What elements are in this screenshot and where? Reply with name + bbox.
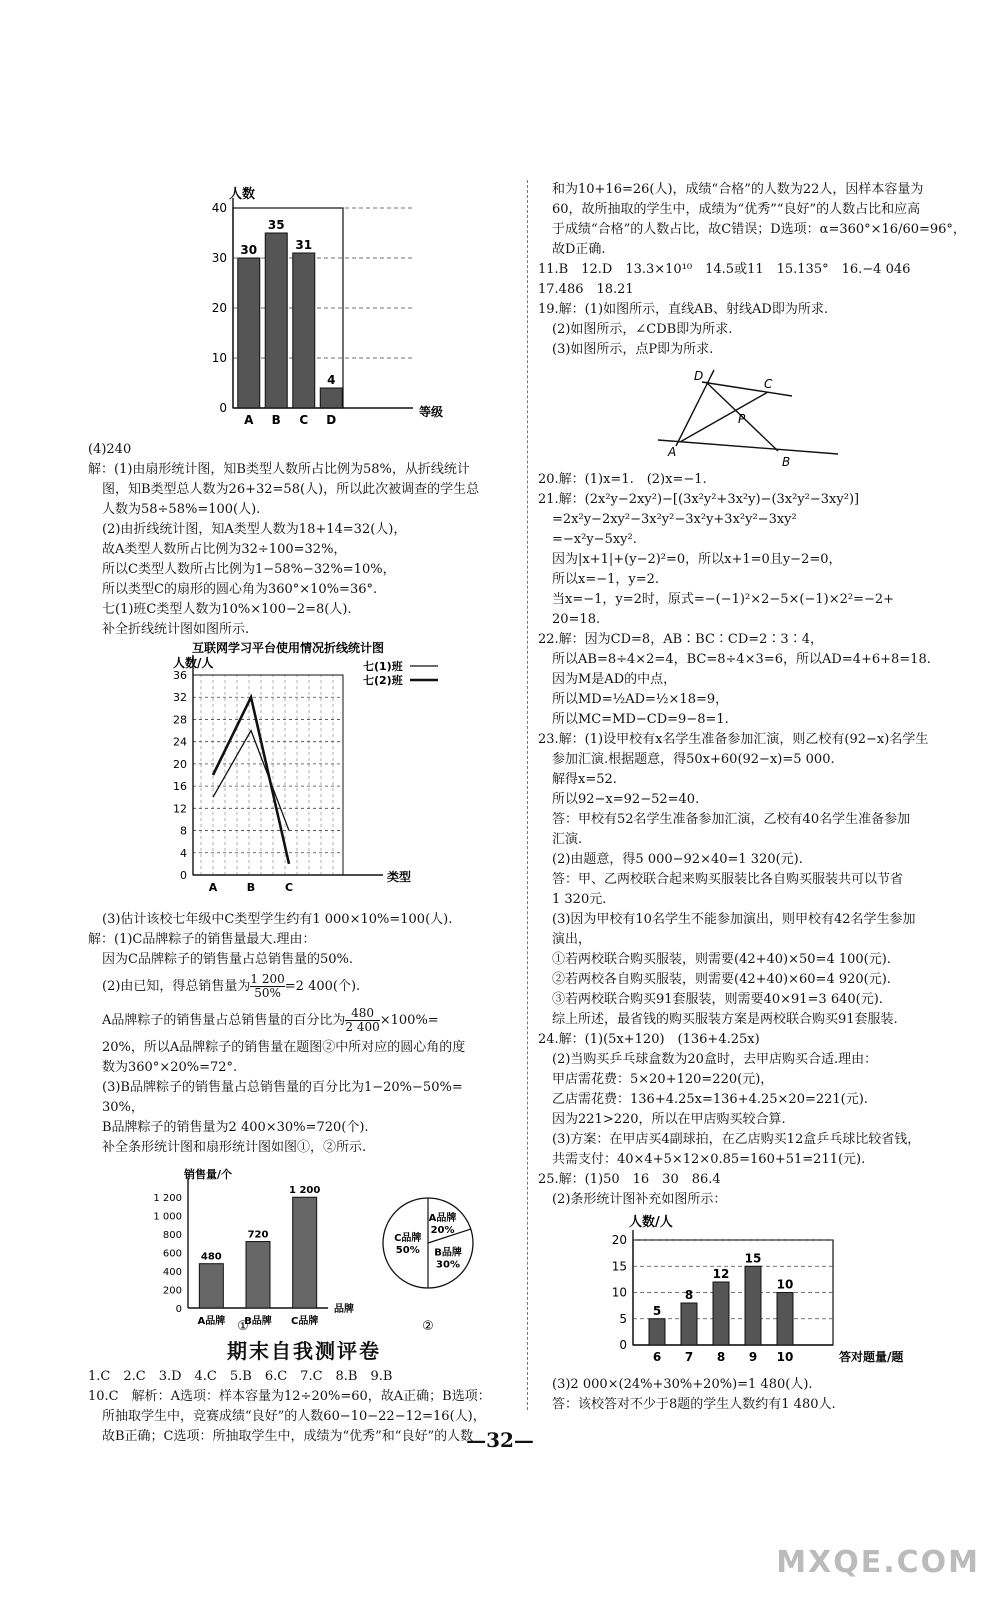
x-tick-label: C xyxy=(299,413,309,427)
q22-line: 图，知B类型总人数为26+32=58(人)，所以此次被调查的学生总 xyxy=(102,482,480,497)
q22-solution xyxy=(88,460,520,640)
bar xyxy=(745,1266,761,1345)
q19-line: (2)如图所示，∠CDB即为所求. xyxy=(552,322,733,337)
x-tick-label: 6 xyxy=(652,1350,662,1364)
q10-cont: 60，故所抽取的学生中，成绩为“优秀”“良好”的人数占比和应高 xyxy=(552,202,921,217)
q21-line: =−x²y−5xy². xyxy=(552,532,637,547)
page-number: —32— xyxy=(466,1428,534,1452)
legend-label: 七(1)班 xyxy=(363,660,403,673)
bar xyxy=(777,1293,793,1346)
y-tick-label: 200 xyxy=(162,1285,182,1297)
y-tick-label: 0 xyxy=(180,869,187,882)
y-tick-label: 40 xyxy=(211,201,227,215)
y-tick-label: 20 xyxy=(173,757,187,771)
y-axis-title: 人数/人 xyxy=(173,656,214,670)
pie-slice-percent: 20% xyxy=(430,1224,455,1236)
q23-right-line: 解得x=52. xyxy=(552,772,617,787)
x-tick-label: 7 xyxy=(684,1350,694,1364)
y-tick-label: 15 xyxy=(611,1259,627,1274)
q23-right-line: 汇演. xyxy=(552,832,583,847)
bar-value-label: 5 xyxy=(652,1303,662,1318)
denominator: 2 400 xyxy=(345,1020,380,1034)
q25-line: 答：该校答对不少于8题的学生人数约有1 480人. xyxy=(552,1397,836,1412)
x-tick-label: 9 xyxy=(748,1350,758,1364)
y-tick-label: 36 xyxy=(173,669,187,682)
section-title: 期末自我测评卷 xyxy=(227,1339,381,1363)
y-tick-label: 5 xyxy=(619,1311,627,1326)
q25-line: (2)条形统计图补充如图所示： xyxy=(552,1192,727,1207)
y-tick-label: 600 xyxy=(162,1248,182,1260)
x-tick-label: C品牌 xyxy=(290,1316,319,1327)
q23-right-line: ③若两校联合购买91套服装，则需要40×91=3 640(元). xyxy=(552,992,883,1007)
y-tick-label: 0 xyxy=(619,1338,627,1352)
q23-right-line: 答：甲校有52名学生准备参加汇演，乙校有40名学生准备参加 xyxy=(552,812,911,827)
x-tick-label: B品牌 xyxy=(244,1316,272,1327)
y-tick-label: 20 xyxy=(211,301,227,315)
answer-q21-4: (4)240 xyxy=(88,442,132,457)
y-axis-title: 人数 xyxy=(229,187,256,202)
q23-line: 补全条形统计图和扇形统计图如图①，②所示. xyxy=(102,1140,367,1155)
q21-line: 当x=−1，y=2时，原式=−(−1)²×2−5×(−1)×2²=−2+ xyxy=(552,592,895,607)
x-tick-label: 10 xyxy=(776,1350,794,1364)
fraction xyxy=(345,1007,379,1034)
answers-11-16: 11.B 12.D 13.3×10¹⁰ 14.5或11 15.135° 16.−4 046 xyxy=(538,262,911,277)
denominator: 50% xyxy=(254,986,281,1000)
legend-label: 七(2)班 xyxy=(363,674,403,687)
q21-line: 20=18. xyxy=(552,612,601,627)
q23-text: (2)由已知，得总销售量为 xyxy=(102,979,251,994)
bar xyxy=(320,388,342,408)
y-tick-label: 30 xyxy=(211,251,227,265)
q22-right-line: 22.解：因为CD=8，AB∶BC∶CD=2∶3∶4， xyxy=(538,632,823,647)
q23-figures xyxy=(88,1158,520,1333)
bar xyxy=(238,258,260,408)
left-column xyxy=(88,180,520,1447)
q10-line: 故B正确；C选项：所抽取学生中，成绩为“优秀”和“良好”的人数 xyxy=(102,1429,474,1444)
q23-right-line: 参加汇演.根据题意，得50x+60(92−x)=5 000. xyxy=(552,752,835,767)
page-number-value: 32 xyxy=(486,1428,514,1452)
numerator: 480 xyxy=(345,1007,379,1021)
q23-right-line: ②若两校各自购买服装，则需要(42+40)×60=4 920(元). xyxy=(552,972,891,987)
column-divider xyxy=(527,180,528,1410)
x-tick-label: 8 xyxy=(716,1350,726,1364)
right-column xyxy=(538,180,966,1415)
x-tick-label: A品牌 xyxy=(197,1316,226,1327)
pie-slice-percent: 30% xyxy=(436,1259,460,1271)
y-tick-label: 0 xyxy=(219,401,227,415)
q23-total-line xyxy=(88,970,520,1004)
pie-slice-label: A品牌 xyxy=(428,1212,457,1224)
q23-right-line: 综上所述，最省钱的购买服装方案是两校联合购买91套服装. xyxy=(552,1012,898,1027)
y-axis-title: 销售量/个 xyxy=(184,1168,233,1181)
q23-line: (3)B品牌粽子的销售量占总销售量的百分比为1−20%−50%= xyxy=(102,1080,463,1095)
q10-line: 10.C 解析：A选项：样本容量为12÷20%=60，故A正确；B选项： xyxy=(88,1389,491,1404)
q22-line: (2)由折线统计图，知A类型人数为18+14=32(人)， xyxy=(102,522,407,537)
y-tick-label: 12 xyxy=(173,802,187,816)
y-tick-label: 0 xyxy=(175,1304,182,1315)
answers-1-9: 1.C 2.C 3.D 4.C 5.B 6.C 7.C 8.B 9.B xyxy=(88,1369,393,1384)
label-c: C xyxy=(764,377,773,391)
q22-line: 补全折线统计图如图所示. xyxy=(102,622,250,637)
bar-value-label: 31 xyxy=(295,238,313,252)
q22-right-line: 所以AB=8÷4×2=4，BC=8÷4×3=6，所以AD=4+6+8=18. xyxy=(552,652,931,667)
q22-line: 七(1)班C类型人数为10%×100−2=8(人). xyxy=(102,602,352,617)
bar-value-label: 35 xyxy=(267,218,285,232)
y-tick-label: 10 xyxy=(211,351,227,365)
q19-line: 19.解：(1)如图所示，直线AB、射线AD即为所求. xyxy=(538,302,828,317)
bar xyxy=(246,1242,270,1308)
q23-right-line: (2)由题意，得5 000−92×40=1 320(元). xyxy=(552,852,803,867)
y-tick-label: 4 xyxy=(180,846,187,860)
bar-value-label: 480 xyxy=(200,1251,222,1263)
x-axis-title: 答对题量/题 xyxy=(839,1350,904,1364)
q23-right-line: 23.解：(1)设甲校有x名学生准备参加汇演，则乙校有(92−x)名学生 xyxy=(538,732,929,747)
label-d: D xyxy=(694,369,704,383)
y-tick-label: 10 xyxy=(611,1285,627,1300)
x-axis-title: 品牌 xyxy=(334,1304,354,1315)
bar xyxy=(293,1197,317,1308)
q10-cont: 故D正确. xyxy=(552,242,606,257)
x-axis-title: 等级 xyxy=(419,405,444,419)
q21-line: 因为|x+1|+(y−2)²=0，所以x+1=0且y−2=0， xyxy=(552,552,842,567)
q23-right-line: 答：甲、乙两校联合起来购买服装比各自购买服装共可以节省 xyxy=(552,872,904,887)
q20: 20.解：(1)x=1. (2)x=−1. xyxy=(538,472,707,487)
q24-line: (3)方案：在甲店买4副球拍，在乙店购买12盒乒乓球比较省钱， xyxy=(552,1132,921,1147)
q21-line: 21.解：(2x²y−2xy²)−[(3x²y²+3x²y)−(3x²y²−3xy²)] xyxy=(538,492,860,507)
q24-line: (2)当购买乒乓球盒数为20盒时，去甲店购买合适.理由： xyxy=(552,1052,878,1067)
q22-right-line: 所以MC=MD−CD=9−8=1. xyxy=(552,712,729,727)
q21-line: =2x²y−2xy²−3x²y²−3x²y+3x²y²−3xy² xyxy=(552,512,797,527)
x-tick-label: A xyxy=(208,881,218,894)
bar-value-label: 720 xyxy=(247,1229,269,1241)
line-dc xyxy=(702,382,792,396)
label-b: B xyxy=(782,455,791,469)
figure-caption: ① xyxy=(237,1319,249,1334)
q23-text: =2 400(个). xyxy=(284,979,361,994)
bar xyxy=(681,1303,697,1345)
q24-line: 因为221>220，所以在甲店购买较合算. xyxy=(552,1112,786,1127)
q23-right-line: 演出， xyxy=(552,932,592,947)
bar-value-label: 4 xyxy=(327,373,336,387)
q23-percent-line xyxy=(88,1004,520,1038)
q23-line: 30%， xyxy=(102,1100,144,1115)
x-axis-title: 类型 xyxy=(387,870,412,884)
bar xyxy=(713,1282,729,1345)
x-tick-label: B xyxy=(271,413,281,427)
q22-line: 解：(1)由扇形统计图，知B类型人数所占比例为58%，从折线统计 xyxy=(88,462,470,477)
bar xyxy=(649,1319,665,1345)
y-tick-label: 16 xyxy=(173,780,187,794)
q22-conclusion: (3)估计该校七年级中C类型学生约有1 000×10%=100(人). xyxy=(102,912,453,927)
bar-value-label: 30 xyxy=(240,243,258,257)
fraction xyxy=(250,973,284,1000)
q10-cont: 于成绩“合格”的人数占比，故C错误；D选项：α=360°×16/60=96°， xyxy=(552,222,966,237)
x-tick-label: D xyxy=(326,413,337,427)
q23-line: 解：(1)C品牌粽子的销售量最大.理由： xyxy=(88,932,316,947)
q23-right-line: ①若两校联合购买服装，则需要(42+40)×50=4 100(元). xyxy=(552,952,891,967)
q23-right-line: 所以92−x=92−52=40. xyxy=(552,792,700,807)
pie-slice-label: C品牌 xyxy=(394,1233,422,1244)
answers-bar-chart xyxy=(598,1210,918,1375)
line-ab xyxy=(658,440,838,454)
q10-line: 所抽取学生中，竞赛成绩“良好”的人数60−10−22−12=16(人)， xyxy=(102,1409,486,1424)
q22-right-line: 因为M是AD的中点， xyxy=(552,672,677,687)
bar-value-label: 8 xyxy=(684,1288,694,1302)
x-tick-label: A xyxy=(244,413,254,427)
grade-bar-chart xyxy=(178,180,444,440)
y-tick-label: 28 xyxy=(173,713,187,727)
pie-slice-percent: 50% xyxy=(395,1245,420,1256)
label-p: P xyxy=(738,412,746,426)
pie-slice-label: B品牌 xyxy=(434,1247,462,1259)
q23-right-line: (3)因为甲校有10名学生不能参加演出，则甲校有42名学生参加 xyxy=(552,912,916,927)
q10-cont: 和为10+16=26(人)，成绩“合格”的人数为22人，因样本容量为 xyxy=(552,182,924,197)
bar xyxy=(293,253,315,408)
q22-line: 故A类型人数所占比例为32÷100=32%， xyxy=(102,542,347,557)
q21-line: 所以x=−1，y=2. xyxy=(552,572,660,587)
bar-value-label: 10 xyxy=(776,1277,794,1292)
q24-line: 24.解：(1)(5x+120) (136+4.25x) xyxy=(538,1032,760,1047)
bar xyxy=(265,233,287,408)
q22-line: 所以C类型人数所占比例为1−58%−32%=10%， xyxy=(102,562,396,577)
x-tick-label: C xyxy=(284,881,294,894)
q22-line: 人数为58÷58%=100(人). xyxy=(102,502,261,517)
label-a: A xyxy=(668,445,677,459)
chart-title: 互联网学习平台使用情况折线统计图 xyxy=(191,641,385,655)
bar-value-label: 1 200 xyxy=(289,1185,321,1197)
numerator: 1 200 xyxy=(250,972,285,986)
series-line xyxy=(213,697,289,864)
q25-line: (3)2 000×(24%+30%+20%)=1 480(人). xyxy=(552,1377,813,1392)
q23-text: A品牌粽子的销售量占总销售量的百分比为 xyxy=(102,1013,346,1028)
bar-value-label: 15 xyxy=(744,1251,762,1266)
y-tick-label: 24 xyxy=(173,735,187,749)
y-tick-label: 1 000 xyxy=(153,1211,182,1223)
figure-caption: ② xyxy=(422,1319,434,1334)
y-axis-title: 人数/人 xyxy=(629,1215,673,1230)
q22-right-line: 所以MD=½AD=½×18=9， xyxy=(552,692,729,707)
q24-line: 乙店需花费：136+4.25x=136+4.25×20=221(元). xyxy=(552,1092,868,1107)
q23-line: B品牌粽子的销售量为2 400×30%=720(个). xyxy=(102,1120,369,1135)
bar-value-label: 12 xyxy=(712,1267,730,1281)
y-tick-label: 1 200 xyxy=(153,1193,182,1205)
watermark: MXQE.COM xyxy=(776,1545,980,1580)
bar xyxy=(199,1264,223,1308)
q23-right-line: 1 320元. xyxy=(552,892,607,907)
q22-line: 所以类型C的扇形的圆心角为360°×10%=36°. xyxy=(102,582,378,597)
q23-line: 因为C品牌粽子的销售量占总销售量的50%. xyxy=(102,952,353,967)
q24-line: 甲店需花费：5×20+120=220(元)， xyxy=(552,1072,774,1087)
q19-line: (3)如图所示，点P即为所求. xyxy=(552,342,714,357)
y-tick-label: 800 xyxy=(162,1230,182,1242)
y-tick-label: 400 xyxy=(162,1267,182,1279)
y-tick-label: 20 xyxy=(611,1233,627,1247)
y-tick-label: 32 xyxy=(173,691,187,705)
brand-sales-bar-chart xyxy=(138,1158,358,1333)
answers-17-18: 17.486 18.21 xyxy=(538,282,634,297)
q24-line: 共需支付：40×4+5×12×0.85=160+51=211(元). xyxy=(552,1152,866,1167)
q23-line: 20%，所以A品牌粽子的销售量在题图②中所对应的圆心角的度 xyxy=(102,1040,466,1055)
x-tick-label: B xyxy=(246,881,256,894)
q25-line: 25.解：(1)50 16 30 86.4 xyxy=(538,1172,721,1187)
q23-solution xyxy=(88,930,520,1158)
geometry-figure xyxy=(538,360,938,470)
line-chart-platform-usage xyxy=(138,640,498,910)
q23-line: 数为360°×20%=72°. xyxy=(102,1060,238,1075)
q23-text: ×100%= xyxy=(379,1013,439,1028)
y-tick-label: 8 xyxy=(180,824,187,838)
brand-sales-pie-chart xyxy=(376,1158,486,1333)
